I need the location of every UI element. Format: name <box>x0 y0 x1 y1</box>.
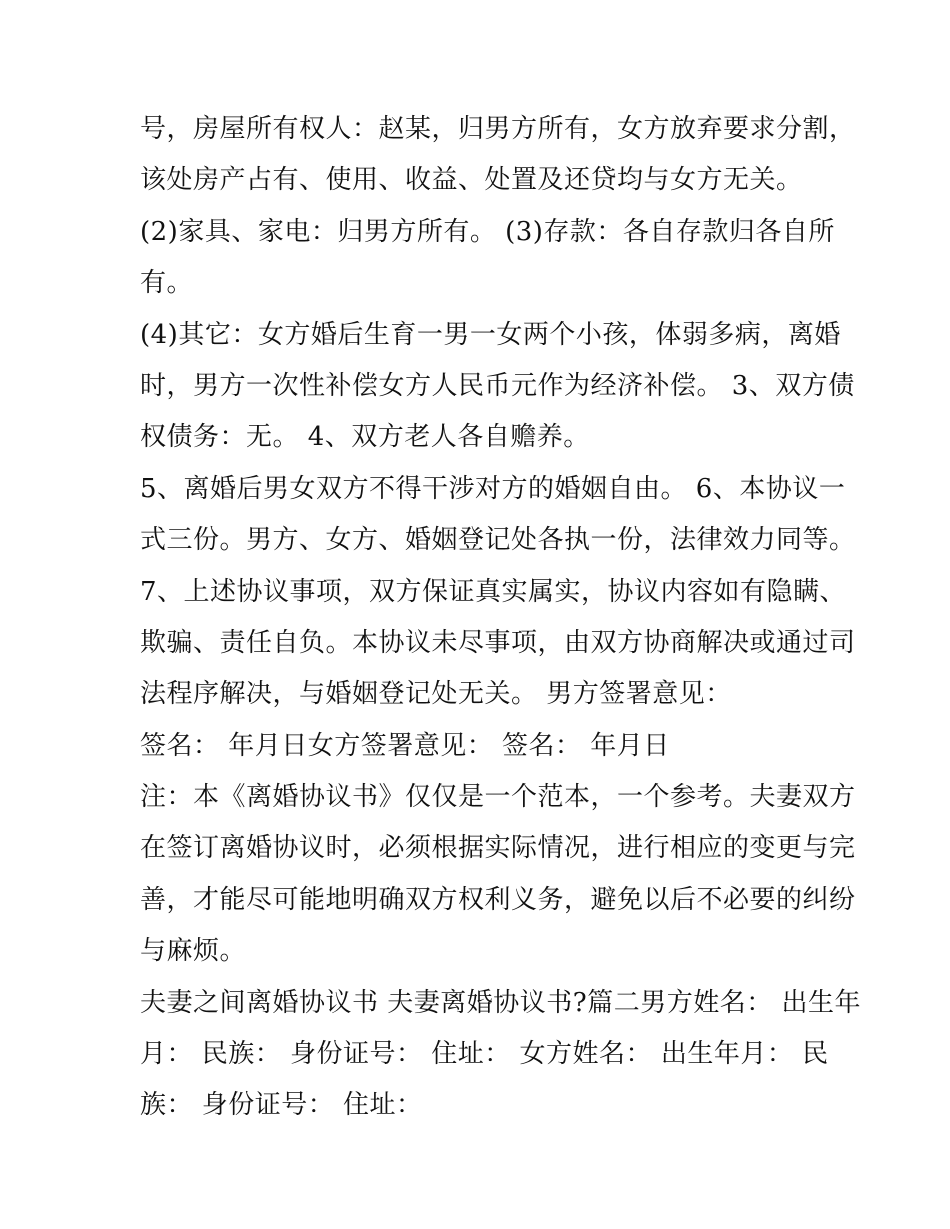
text-line: 号，房屋所有权人：赵某，归男方所有，女方放弃要求分割， <box>140 114 856 144</box>
text-line: 该处房产占有、使用、收益、处置及还贷均与女方无关。 <box>140 165 803 196</box>
text-line: (4)其它：女方婚后生育一男一女两个小孩，体弱多病，离婚 <box>140 319 841 350</box>
text-line: 在签订离婚协议时，必须根据实际情况，进行相应的变更与完 <box>140 833 856 864</box>
text-line: 善，才能尽可能地明确双方权利义务，避免以后不必要的纠纷 <box>140 884 856 915</box>
document-body <box>140 104 861 1132</box>
text-line: 7、上述协议事项，双方保证真实属实，协议内容如有隐瞒、 <box>140 576 847 607</box>
text-line: 夫妻之间离婚协议书 夫妻离婚协议书?篇二男方姓名： 出生年 <box>140 987 861 1018</box>
text-line: 与麻烦。 <box>140 936 247 967</box>
text-line: 法程序解决，与婚姻登记处无关。 男方签署意见： <box>140 679 732 710</box>
text-line: 时，男方一次性补偿女方人民币元作为经济补偿。 3、双方债 <box>140 370 855 401</box>
text-line: 有。 <box>140 268 194 299</box>
text-line: 月： 民族： 身份证号： 住址： 女方姓名： 出生年月： 民 <box>140 1039 829 1070</box>
text-line: (2)家具、家电：归男方所有。 (3)存款：各自存款归各自所 <box>140 216 835 247</box>
text-line: 式三份。男方、女方、婚姻登记处各执一份，法律效力同等。 <box>140 525 856 556</box>
text-line: 权债务：无。 4、双方老人各自赡养。 <box>140 422 590 453</box>
signature-line: 签名： 年月日女方签署意见： 签名： 年月日 <box>140 730 670 761</box>
text-line: 注：本《离婚协议书》仅仅是一个范本，一个参考。夫妻双方 <box>140 782 856 813</box>
text-line: 欺骗、责任自负。本协议未尽事项，由双方协商解决或通过司 <box>140 627 856 658</box>
text-line: 5、离婚后男女双方不得干涉对方的婚姻自由。 6、本协议一 <box>140 473 846 504</box>
text-line: 族： 身份证号： 住址： <box>140 1090 423 1121</box>
